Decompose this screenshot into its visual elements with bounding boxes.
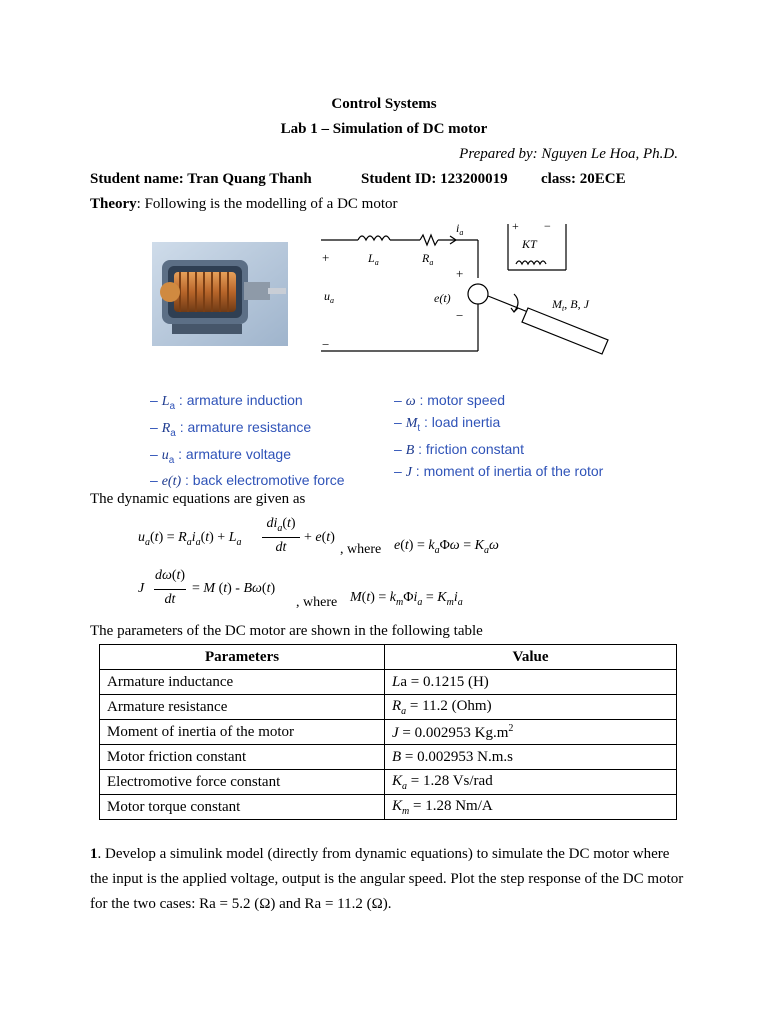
legend-item: – $M_t$ : load inertia: [394, 414, 501, 434]
value-cell: La = 0.1215 (H): [385, 670, 677, 695]
legend-item: – B : friction constant: [394, 440, 524, 458]
load-label: $M_t$, B, J: [552, 297, 589, 313]
legend-item: – $R_a$ : armature resistance: [150, 418, 312, 439]
ra-label: $R_a$: [422, 251, 434, 267]
table-row: [100, 670, 677, 695]
task-text: . Develop a simulink model (directly from dynamic equations) to simulate the DC motor where the input is the applied voltage, output is the angular speed. Plot the step response of the DC motor for the two cases: Ra = 5.2 (Ω) and Ra = 11.2 (Ω).: [90, 846, 684, 912]
table-row: [100, 720, 677, 745]
param-cell: Motor torque constant: [100, 795, 385, 820]
equations-intro: The dynamic equations are given as: [90, 491, 306, 507]
lab-title: Lab 1 – Simulation of DC motor: [280, 121, 488, 137]
kt-label: KT: [522, 237, 537, 251]
minus-kt: −: [544, 219, 551, 233]
legend-right: [394, 390, 654, 483]
student-name: Student name: Tran Quang Thanh: [90, 171, 312, 187]
minus-motor: −: [456, 308, 464, 323]
legend-item: – ω : motor speed: [394, 392, 506, 409]
value-cell: $R_a = 11.2$ (Ohm): [385, 695, 677, 720]
minus-bottom: −: [322, 337, 330, 352]
param-cell: Armature resistance: [100, 695, 385, 720]
value-cell: J = 0.002953 $Kg.m^2$: [385, 720, 677, 745]
value-cell: $K_a = 1.28$ Vs/rad: [385, 770, 677, 795]
header-value: Value: [385, 645, 677, 670]
equation-1: $u_a(t) = R_ai_a(t) + L_a$ $di_a(t)$ dt + e(t) , where $e(t) = k_a\Phi\omega = K_a\omega$: [138, 516, 499, 557]
parameter-table: [99, 644, 677, 820]
param-cell: Motor friction constant: [100, 745, 385, 770]
student-class: class: 20ECE: [541, 171, 626, 187]
legend-item: – $u_a$ : armature voltage: [150, 445, 291, 466]
legend-item: – J : moment of inertia of the rotor: [394, 462, 604, 480]
where-2: , where: [296, 595, 338, 610]
ua-label: $u_a$: [324, 289, 334, 305]
course-title: Control Systems: [331, 96, 437, 112]
table-row: [100, 695, 677, 720]
et-label: e(t): [434, 291, 451, 305]
student-id: Student ID: 123200019: [361, 171, 508, 187]
legend-item: – $L_a$ : armature induction: [150, 392, 303, 412]
plus-top: +: [322, 250, 330, 265]
plus-motor: +: [456, 266, 464, 281]
param-cell: Armature inductance: [100, 670, 385, 695]
motor-photo: [152, 242, 288, 346]
plus-kt: +: [512, 219, 519, 233]
table-header-row: [100, 645, 677, 670]
table-row: [100, 770, 677, 795]
legend-left: [150, 390, 390, 492]
ia-label: $i_a$: [456, 221, 464, 237]
where-1: , where: [340, 542, 382, 557]
table-intro: The parameters of the DC motor are shown in the following table: [90, 623, 483, 639]
theory-text: : Following is the modelling of a DC motor: [136, 196, 398, 212]
value-cell: $K_m = 1.28$ Nm/A: [385, 795, 677, 820]
task-number: 1: [90, 846, 98, 862]
legend-item: – e(t) : back electromotive force: [150, 472, 345, 490]
theory-label: Theory: [90, 196, 137, 212]
value-cell: B = 0.002953 N.m.s: [385, 745, 677, 770]
equation-2: J dω(t) dt = M (t) - Bω(t) , where $M(t) = k_m\Phi i_a = K_mi_a$: [138, 568, 463, 610]
param-cell: Moment of inertia of the motor: [100, 720, 385, 745]
theory-line: [90, 194, 398, 214]
la-label: $L_a$: [368, 251, 379, 267]
circuit-diagram: [316, 216, 616, 356]
table-row: [100, 745, 677, 770]
header-parameters: Parameters: [100, 645, 385, 670]
prepared-by: Prepared by: Nguyen Le Hoa, Ph.D.: [459, 146, 678, 162]
table-row: [100, 795, 677, 820]
param-cell: Electromotive force constant: [100, 770, 385, 795]
task-paragraph: [90, 842, 690, 917]
